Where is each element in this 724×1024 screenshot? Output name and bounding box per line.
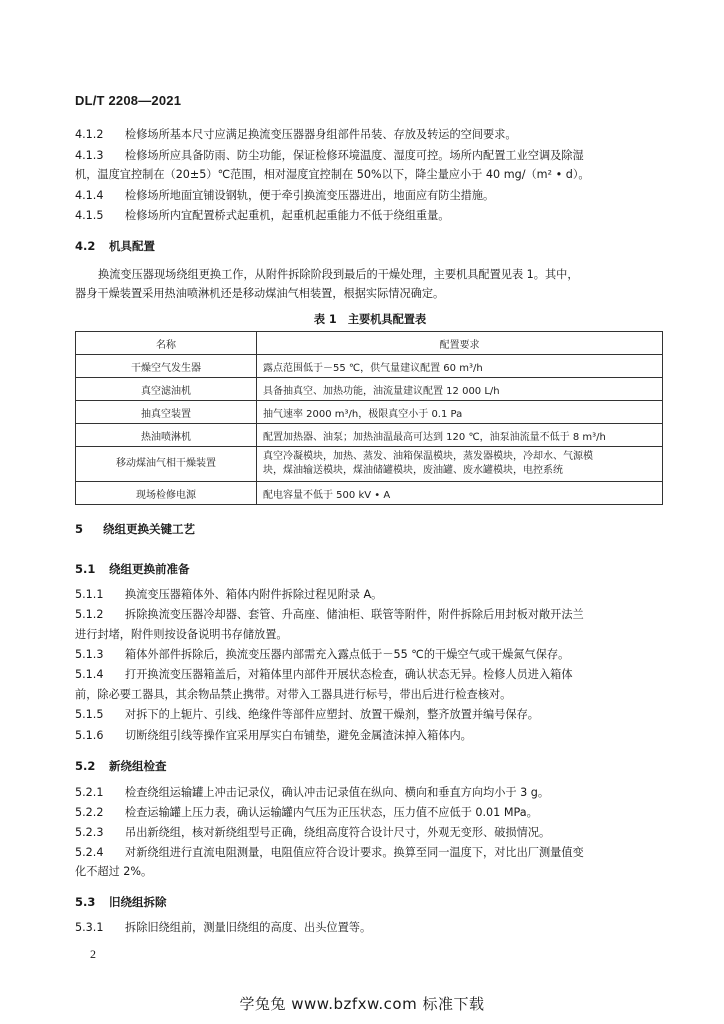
- page-number: 2: [90, 947, 96, 961]
- section-number: 5.2: [75, 759, 96, 773]
- clause-number: 5.2.1: [75, 786, 104, 799]
- clause-5-2-4-cont: 化不超过 2%。: [75, 865, 153, 878]
- footer-watermark: 学兔兔 www.bzfxw.com 标准下载: [239, 995, 485, 1013]
- table-row: [76, 482, 663, 505]
- clause-number: 5.1.2: [75, 608, 104, 621]
- clause-number: 5.1.4: [75, 668, 104, 681]
- table-row: [76, 447, 663, 482]
- table-cell-requirement: [257, 447, 663, 482]
- section-title: 机具配置: [109, 239, 155, 253]
- clause-4-1-3-cont: 机，温度宜控制在（20±5）℃范围，相对湿度宜控制在 50%以下，降尘量应小于 40 mg/（m² • d）。: [75, 168, 590, 181]
- table-row: [76, 378, 663, 401]
- table-cell-name: 抽真空装置: [76, 401, 257, 424]
- clause-4-1-4: [75, 188, 665, 203]
- equipment-table: [75, 331, 663, 505]
- clause-number: 5.2.4: [75, 846, 104, 859]
- clause-4-1-5: [75, 208, 665, 223]
- clause-text: 箱体外部件拆除后，换流变压器内部需充入露点低于－55 ℃的干燥空气或干燥氮气保存。: [125, 648, 570, 661]
- clause-text: 吊出新绕组，核对新绕组型号正确，绕组高度符合设计尺寸，外观无变形、破损情况。: [125, 826, 551, 839]
- clause-number: 5.1.6: [75, 729, 104, 742]
- clause-number: 4.1.3: [75, 149, 104, 162]
- table-row: [76, 401, 663, 424]
- section-number: 4.2: [75, 239, 96, 253]
- section-title: 绕组更换关键工艺: [103, 522, 195, 536]
- clause-text: 检查运输罐上压力表，确认运输罐内气压为正压状态，压力值不应低于 0.01 MPa。: [125, 806, 538, 819]
- clause-text: 检修场所内宜配置桥式起重机，起重机起重能力不低于绕组重量。: [125, 209, 450, 222]
- section-title: 旧绕组拆除: [109, 895, 167, 909]
- clause-5-1-1: [75, 587, 665, 602]
- table-cell-name: 干燥空气发生器: [76, 355, 257, 378]
- clause-text: 检修场所地面宜铺设钢轨，便于牵引换流变压器进出，地面应有防尘措施。: [125, 189, 495, 202]
- table-cell-requirement: 配电容量不低于 500 kV • A: [257, 482, 663, 505]
- clause-number: 5.2.3: [75, 826, 104, 839]
- clause-number: 5.2.2: [75, 806, 104, 819]
- paragraph-4-2-cont: 器身干燥装置采用热油喷淋机还是移动煤油气相装置，根据实际情况确定。: [75, 287, 445, 300]
- clause-text: 对拆下的上轭片、引线、绝缘件等部件应塑封、放置干燥剂，整齐放置并编号保存。: [125, 708, 539, 721]
- clause-text: 对新绕组进行直流电阻测量，电阻值应符合设计要求。换算至同一温度下，对比出厂测量值变: [125, 846, 584, 859]
- clause-text: 检查绕组运输罐上冲击记录仪，确认冲击记录值在纵向、横向和垂直方向均小于 3 g。: [125, 786, 550, 799]
- clause-text: 拆除换流变压器冷却器、套管、升高座、储油柜、联管等附件，附件拆除后用封板对敞开法兰: [125, 608, 584, 621]
- clause-text: 检修场所基本尺寸应满足换流变压器器身组部件吊装、存放及转运的空间要求。: [125, 128, 517, 141]
- table-cell-requirement: 露点范围低于－55 ℃，供气量建议配置 60 m³/h: [257, 355, 663, 378]
- clause-4-1-2: [75, 127, 665, 142]
- section-heading-5-1: [75, 561, 190, 577]
- section-heading-5-2: [75, 758, 167, 774]
- clause-number: 5.1.3: [75, 648, 104, 661]
- table-cell-requirement: 抽气速率 2000 m³/h，极限真空小于 0.1 Pa: [257, 401, 663, 424]
- clause-4-1-3: [75, 148, 665, 163]
- clause-number: 4.1.4: [75, 189, 104, 202]
- section-heading-4-2: [75, 238, 155, 254]
- clause-number: 5.1.5: [75, 708, 104, 721]
- section-number: 5: [75, 522, 84, 536]
- requirement-line: 真空冷凝模块，加热、蒸发、油箱保温模块，蒸发器模块，冷却水、气源模: [263, 451, 593, 462]
- clause-5-2-1: [75, 785, 665, 800]
- clause-number: 5.1.1: [75, 588, 104, 601]
- clause-text: 打开换流变压器箱盖后，对箱体里内部件开展状态检查，确认状态无异。检修人员进入箱体: [125, 668, 573, 681]
- clause-5-1-5: [75, 707, 665, 722]
- table-cell-name: 现场检修电源: [76, 482, 257, 505]
- section-heading-5-3: [75, 894, 167, 910]
- table-header-name: 名称: [76, 332, 257, 355]
- table-cell-requirement: 具备抽真空、加热功能，油流量建议配置 12 000 L/h: [257, 378, 663, 401]
- clause-5-1-2-cont: 进行封堵，附件则按设备说明书存储放置。: [75, 628, 288, 641]
- table-header-row: [76, 332, 663, 355]
- clause-5-2-2: [75, 805, 665, 820]
- table-title: 表 1 主要机具配置表: [313, 313, 427, 326]
- clause-text: 换流变压器箱体外、箱体内附件拆除过程见附录 A。: [125, 588, 383, 601]
- clause-text: 检修场所应具备防雨、防尘功能，保证检修环境温度、湿度可控。场所内配置工业空调及除湿: [125, 149, 584, 162]
- section-title: 新绕组检查: [109, 759, 167, 773]
- clause-5-1-6: [75, 728, 665, 743]
- clause-5-1-4-cont: 前，除必要工器具，其余物品禁止携带。对带入工器具进行标号，带出后进行检查核对。: [75, 688, 512, 701]
- clause-text: 拆除旧绕组前，测量旧绕组的高度、出头位置等。: [125, 921, 372, 934]
- table-row: [76, 355, 663, 378]
- clause-number: 4.1.5: [75, 209, 104, 222]
- table-header-requirement: 配置要求: [257, 332, 663, 355]
- section-title: 绕组更换前准备: [109, 562, 190, 576]
- clause-text: 切断绕组引线等操作宜采用厚实白布铺垫，避免金属渣沫掉入箱体内。: [125, 729, 472, 742]
- section-number: 5.1: [75, 562, 96, 576]
- table-cell-requirement: 配置加热器、油泵；加热油温最高可达到 120 ℃，油泵油流量不低于 8 m³/h: [257, 424, 663, 447]
- clause-5-1-2: [75, 607, 665, 622]
- clause-5-2-4: [75, 845, 665, 860]
- table-cell-name: 真空滤油机: [76, 378, 257, 401]
- section-number: 5.3: [75, 895, 96, 909]
- requirement-line: 块，煤油输送模块，煤油储罐模块，废油罐、废水罐模块，电控系统: [263, 465, 563, 476]
- clause-number: 4.1.2: [75, 128, 104, 141]
- standard-code: DL/T 2208—2021: [75, 93, 182, 108]
- table-cell-name: 热油喷淋机: [76, 424, 257, 447]
- clause-number: 5.3.1: [75, 921, 104, 934]
- table-cell-name: 移动煤油气相干燥装置: [76, 447, 257, 482]
- clause-5-1-4: [75, 667, 665, 682]
- paragraph-4-2: 换流变压器现场绕组更换工作，从附件拆除阶段到最后的干燥处理，主要机具配置见表 1。其中，: [98, 268, 579, 281]
- clause-5-2-3: [75, 825, 665, 840]
- section-heading-5: [75, 521, 195, 537]
- table-row: [76, 424, 663, 447]
- clause-5-3-1: [75, 920, 665, 935]
- clause-5-1-3: [75, 647, 665, 662]
